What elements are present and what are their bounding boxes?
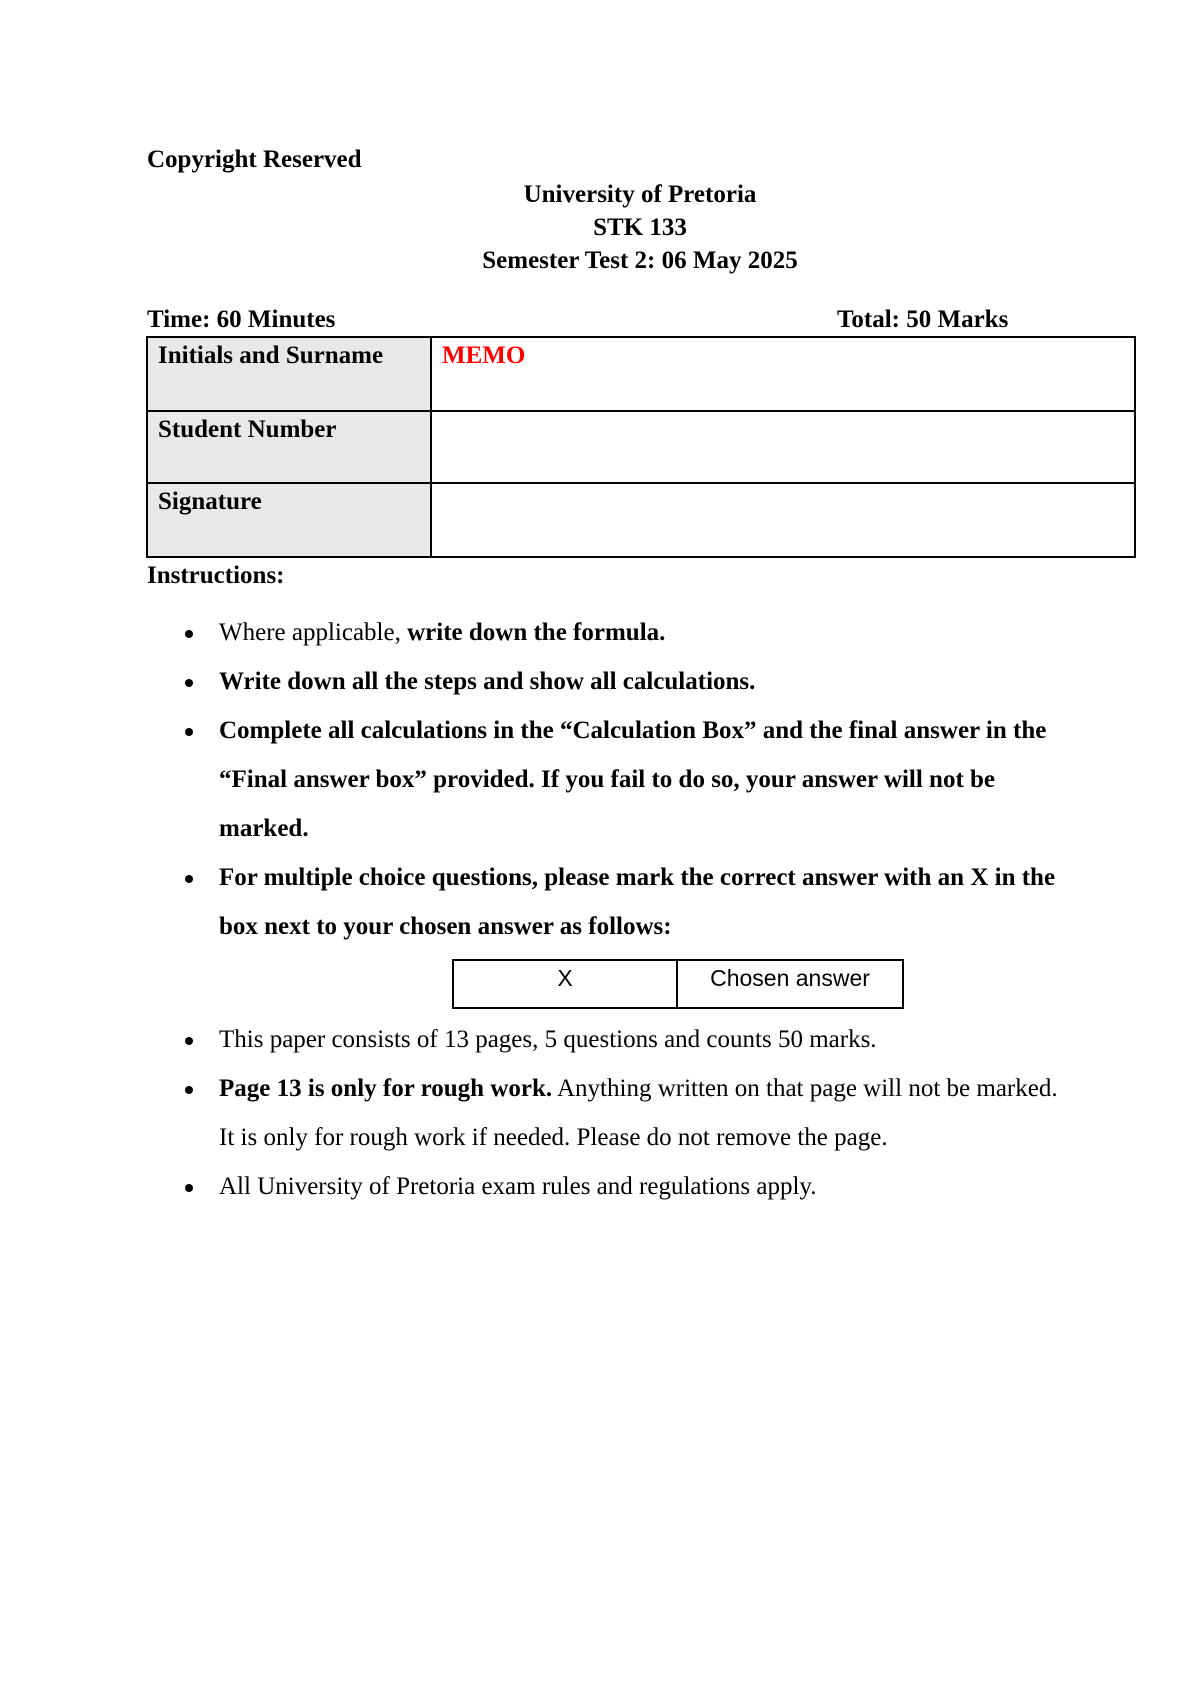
total-marks: Total: 50 Marks <box>837 306 1009 333</box>
instructions-heading: Instructions: <box>147 562 285 589</box>
list-item <box>147 853 1067 951</box>
table-row <box>453 960 903 1008</box>
time-total-row <box>147 306 1037 334</box>
title-block <box>0 178 1200 277</box>
instruction-text-bold: Page 13 is only for rough work. <box>219 1075 553 1102</box>
instruction-text-bold: Write down all the steps and show all calculations. <box>219 668 756 695</box>
example-label-cell: Chosen answer <box>677 960 903 1008</box>
course-code: STK 133 <box>593 214 687 241</box>
instruction-text-bold: Complete all calculations in the “Calculation Box” and the final answer in the “Final answer box” provided. If you fail to do so, your answer will not be marked. <box>219 717 1047 842</box>
student-info-table <box>146 336 1136 558</box>
list-item <box>147 608 1067 657</box>
example-answer-table <box>452 959 904 1009</box>
initials-surname-field[interactable] <box>431 337 1135 411</box>
initials-surname-label: Initials and Surname <box>147 337 431 411</box>
copyright-notice: Copyright Reserved <box>147 146 362 173</box>
instruction-text: Anything written on that page will not be marked. It is only for rough work if needed. Please do not remove the page. <box>219 1075 1058 1151</box>
list-item <box>147 1064 1067 1162</box>
instructions-list <box>147 608 1067 1211</box>
signature-field[interactable] <box>431 483 1135 557</box>
list-item <box>147 1162 1067 1211</box>
table-row <box>147 483 1135 557</box>
bullet-icon <box>185 1037 193 1045</box>
time-allowed: Time: 60 Minutes <box>147 306 336 333</box>
student-number-label: Student Number <box>147 411 431 483</box>
table-row <box>147 411 1135 483</box>
instruction-text-bold: For multiple choice questions, please mark the correct answer with an X in the box next to your chosen answer as follows: <box>219 864 1056 940</box>
bullet-icon <box>185 728 193 736</box>
bullet-icon <box>185 679 193 687</box>
bullet-icon <box>185 1184 193 1192</box>
list-item <box>147 657 1067 706</box>
test-title: Semester Test 2: 06 May 2025 <box>482 247 798 274</box>
university-name: University of Pretoria <box>523 181 757 208</box>
instruction-text-bold: write down the formula. <box>407 619 666 646</box>
bullet-icon <box>185 630 193 638</box>
instruction-text: This paper consists of 13 pages, 5 questions and counts 50 marks. <box>219 1026 877 1053</box>
instruction-text: Where applicable, <box>219 619 408 646</box>
example-row <box>147 959 1067 1009</box>
bullet-icon <box>185 875 193 883</box>
memo-text: MEMO <box>442 342 526 369</box>
list-item <box>147 1015 1067 1064</box>
example-mark-cell: X <box>453 960 677 1008</box>
table-row <box>147 337 1135 411</box>
bullet-icon <box>185 1086 193 1094</box>
student-number-field[interactable] <box>431 411 1135 483</box>
instruction-text: All University of Pretoria exam rules and regulations apply. <box>219 1173 817 1200</box>
signature-label: Signature <box>147 483 431 557</box>
list-item <box>147 706 1067 853</box>
